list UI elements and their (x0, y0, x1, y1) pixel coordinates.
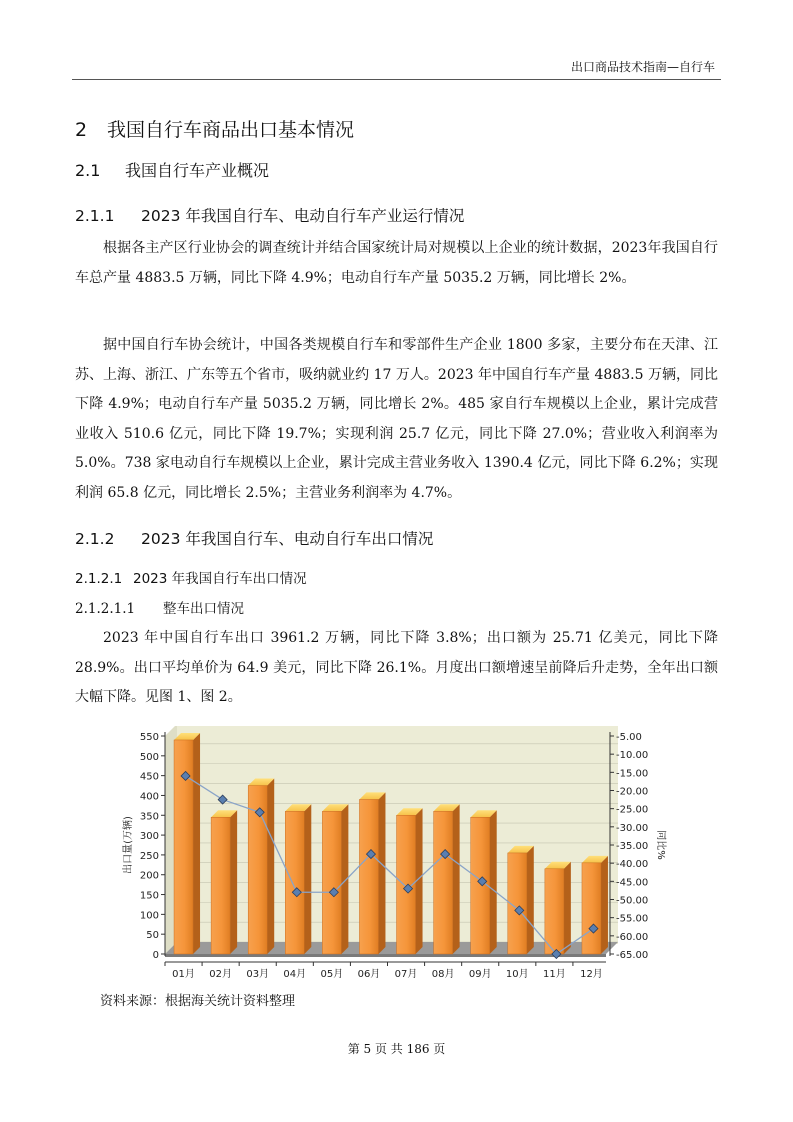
bar-side (490, 810, 497, 954)
paragraph-export: 2023 年中国自行车出口 3961.2 万辆，同比下降 3.8%；出口额为 25.71 亿美元，同比下降 28.9%。出口平均单价为 64.9 美元，同比下降 26.1%。月度出口额增速呈前降后升走势，全年出口额大幅下降。见图 1、图 2。 (75, 630, 718, 705)
left-tick-label: 400 (139, 791, 159, 803)
right-tick-label: -55.00 (616, 913, 649, 925)
left-tick-label: 550 (139, 732, 159, 743)
bar-side (193, 733, 200, 954)
page-footer: 第 5 页 共 186 页 (347, 1042, 446, 1056)
subsection-title: 我国自行车产业概况 (125, 161, 270, 180)
x-tick-label: 09月 (468, 969, 492, 980)
paragraph-production: 根据各主产区行业协会的调查统计并结合国家统计局对规模以上企业的统计数据，2023年我国自行车总产量 4883.5 万辆，同比下降 4.9%；电动自行车产量 5035.2 万辆，同比增长 2%。 (75, 240, 718, 286)
right-tick-label: -5.00 (616, 732, 642, 743)
heading-2-1-2-1-1 (75, 597, 244, 617)
heading-2-1-2-1 (75, 567, 307, 587)
paragraph-industry-stats: 据中国自行车协会统计，中国各类规模自行车和零部件生产企业 1800 多家，主要分布在天津、江苏、上海、浙江、广东等五个省市，吸纳就业约 17 万人。2023 年中国自行车产量 4883.5 万辆，同比下降 4.9%；电动自行车产量 5035.2 万辆，同比增长 2%。485 家自行车规模以上企业，累计完成营业收入 510.6 亿元，同比下降 19.7%；实现利润 25.7 亿元，同比下降 27.0%；营业收入利润率为 5.0%。738 家电动自行车规模以上企业，累计完成主营业务收入 1390.4 亿元，同比下降 6.2%；实现利润 65.8 亿元，同比增长 2.5%；主营业务利润率为 4.7%。 (75, 337, 718, 501)
left-axis-ticks (140, 732, 165, 961)
heading-2-1-2-1-title: 2023 年我国自行车出口情况 (133, 571, 307, 587)
bar-side (230, 810, 237, 954)
left-tick-label: 500 (139, 751, 159, 763)
right-tick-label: -45.00 (616, 877, 649, 889)
bar-side (601, 856, 608, 954)
bar-side (527, 846, 534, 954)
right-tick-label: -50.00 (616, 895, 649, 907)
x-tick-label: 08月 (431, 969, 455, 980)
right-tick-label: -65.00 (616, 950, 649, 961)
y2-axis-label: 同比% (655, 830, 666, 860)
bar (174, 740, 193, 954)
section-title: 我国自行车商品出口基本情况 (107, 119, 355, 141)
left-tick-label: 450 (139, 771, 159, 783)
x-tick-label: 07月 (394, 969, 418, 980)
heading-2-1-2 (75, 527, 433, 549)
header-rule (72, 79, 721, 80)
right-tick-label: -30.00 (616, 822, 649, 834)
bar-side (453, 804, 460, 954)
left-tick-label: 0 (152, 950, 159, 961)
right-tick-label: -10.00 (616, 750, 649, 762)
x-tick-label: 03月 (246, 969, 270, 980)
bar (545, 869, 564, 954)
left-tick-label: 350 (139, 811, 159, 823)
right-tick-label: -60.00 (616, 931, 649, 943)
x-tick-label: 05月 (320, 969, 344, 980)
left-tick-label: 100 (139, 910, 159, 922)
left-tick-label: 250 (139, 850, 159, 862)
heading-2-1-2-1-number: 2.1.2.1 (75, 571, 123, 587)
right-tick-label: -15.00 (616, 768, 649, 780)
bar-side (378, 792, 385, 954)
bar (322, 811, 341, 954)
section-number: 2 (75, 119, 88, 141)
bar (285, 811, 304, 954)
x-tick-label: 11月 (543, 969, 566, 980)
right-tick-label: -40.00 (616, 859, 649, 871)
x-tick-label: 12月 (580, 969, 603, 980)
floor-front (165, 954, 606, 957)
left-tick-label: 200 (139, 870, 159, 882)
right-tick-label: -35.00 (616, 841, 649, 852)
right-tick-label: -25.00 (616, 804, 649, 816)
heading-2-1-2-number: 2.1.2 (75, 530, 115, 548)
bar (359, 799, 378, 954)
heading-2-1-2-1-1-title: 整车出口情况 (163, 601, 244, 617)
heading-2-1-1 (75, 204, 464, 226)
x-tick-label: 06月 (357, 969, 381, 980)
bar (434, 811, 453, 954)
heading-2-1-1-title: 2023 年我国自行车、电动自行车产业运行情况 (141, 207, 465, 225)
export-volume-chart (100, 726, 690, 984)
bar (582, 863, 601, 954)
section-heading (75, 115, 354, 142)
bar-side (304, 804, 311, 954)
bar-side (267, 779, 274, 954)
right-tick-label: -20.00 (616, 786, 649, 798)
x-tick-label: 10月 (505, 969, 529, 980)
bar (211, 817, 230, 954)
left-tick-label: 300 (139, 831, 159, 843)
y-axis-label: 出口量(万辆) (123, 816, 134, 874)
x-tick-label: 04月 (283, 969, 307, 980)
bar-side (564, 862, 571, 954)
x-tick-label: 01月 (172, 969, 195, 980)
running-header: 出口商品技术指南—自行车 (570, 60, 715, 74)
left-tick-label: 50 (146, 930, 159, 942)
heading-2-1-2-1-1-number: 2.1.2.1.1 (75, 601, 136, 617)
heading-2-1-2-title: 2023 年我国自行车、电动自行车出口情况 (141, 530, 434, 548)
subsection-heading (75, 158, 269, 181)
left-tick-label: 150 (139, 890, 159, 902)
chart-source-note: 资料来源：根据海关统计资料整理 (100, 994, 296, 1009)
heading-2-1-1-number: 2.1.1 (75, 207, 115, 225)
x-axis-ticks (165, 962, 603, 980)
subsection-number: 2.1 (75, 161, 101, 180)
x-tick-label: 02月 (209, 969, 232, 980)
